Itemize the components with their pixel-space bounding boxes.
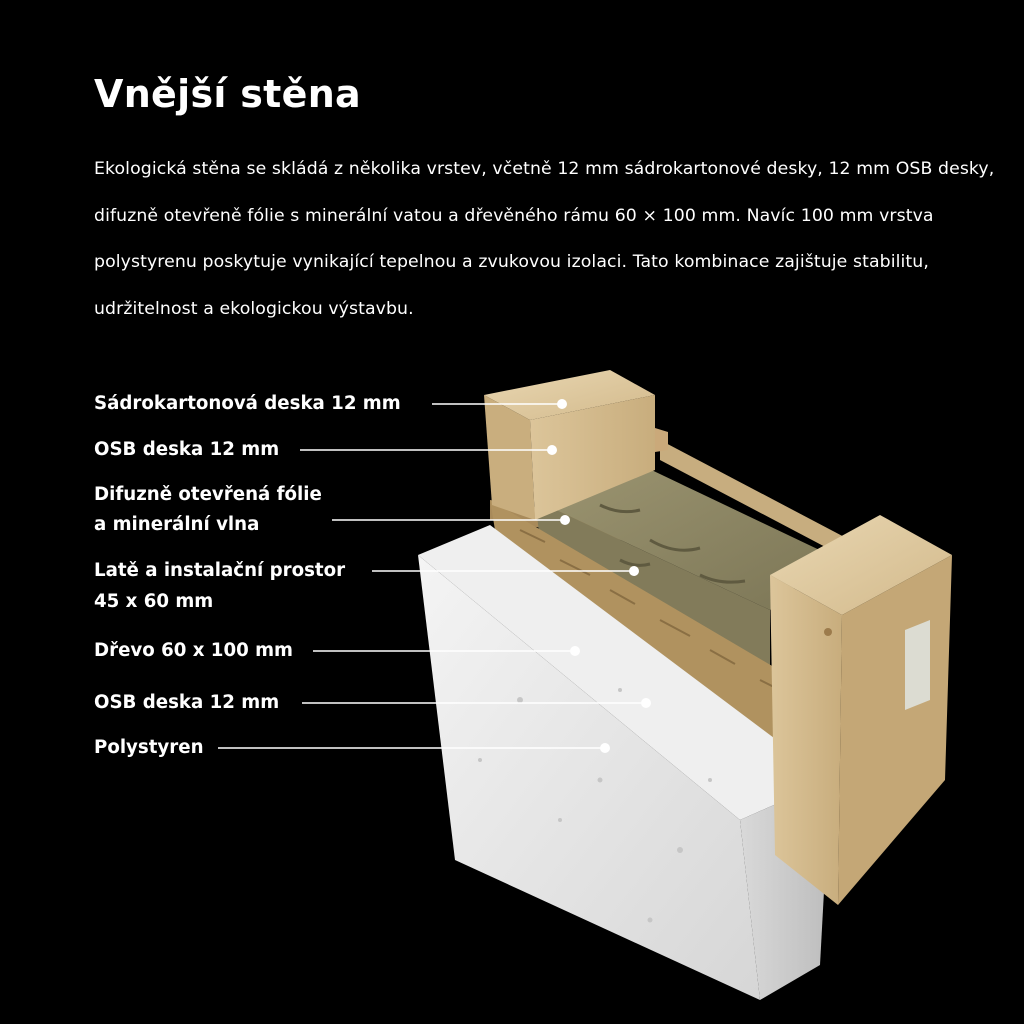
right-post-front: [770, 575, 842, 905]
layer-label-late-line2: 45 x 60 mm: [94, 591, 214, 612]
dot-polystyren: [600, 743, 610, 753]
dot-osb-outer: [641, 698, 651, 708]
left-post-small-block: [655, 428, 668, 452]
layer-label-folie-line2: a minerální vlna: [94, 514, 260, 535]
dot-drevo: [570, 646, 580, 656]
dot-sadrokarton: [557, 399, 567, 409]
dot-late: [629, 566, 639, 576]
page-title: Vnější stěna: [94, 72, 361, 116]
right-post-knot: [824, 628, 832, 636]
layer-label-osb-outer: OSB deska 12 mm: [94, 692, 280, 713]
layer-label-folie-line1: Difuzně otevřená fólie: [94, 484, 322, 505]
layer-label-osb-inner: OSB deska 12 mm: [94, 439, 280, 460]
layer-label-late-line1: Latě a instalační prostor: [94, 560, 346, 581]
description-text: Ekologická stěna se skládá z několika vrstev, včetně 12 mm sádrokartonové desky, 12 mm OSB desky, difuzně otevřeně fólie s minerální vatou a dřevěného rámu 60 × 100 mm. Navíc 100 mm vrstva polystyrenu poskytuje vynikající tepelnou a zvukovou izolaci. Tato kombinace zajištuje stabilitu, udržitelnost a ekologickou výstavbu.: [94, 159, 995, 319]
layer-label-drevo: Dřevo 60 x 100 mm: [94, 640, 293, 661]
dot-osb-inner: [547, 445, 557, 455]
dot-folie: [560, 515, 570, 525]
layer-label-polystyren: Polystyren: [94, 737, 204, 758]
layer-label-sadrokarton: Sádrokartonová deska 12 mm: [94, 393, 401, 414]
right-post-label-sticker: [905, 620, 930, 710]
